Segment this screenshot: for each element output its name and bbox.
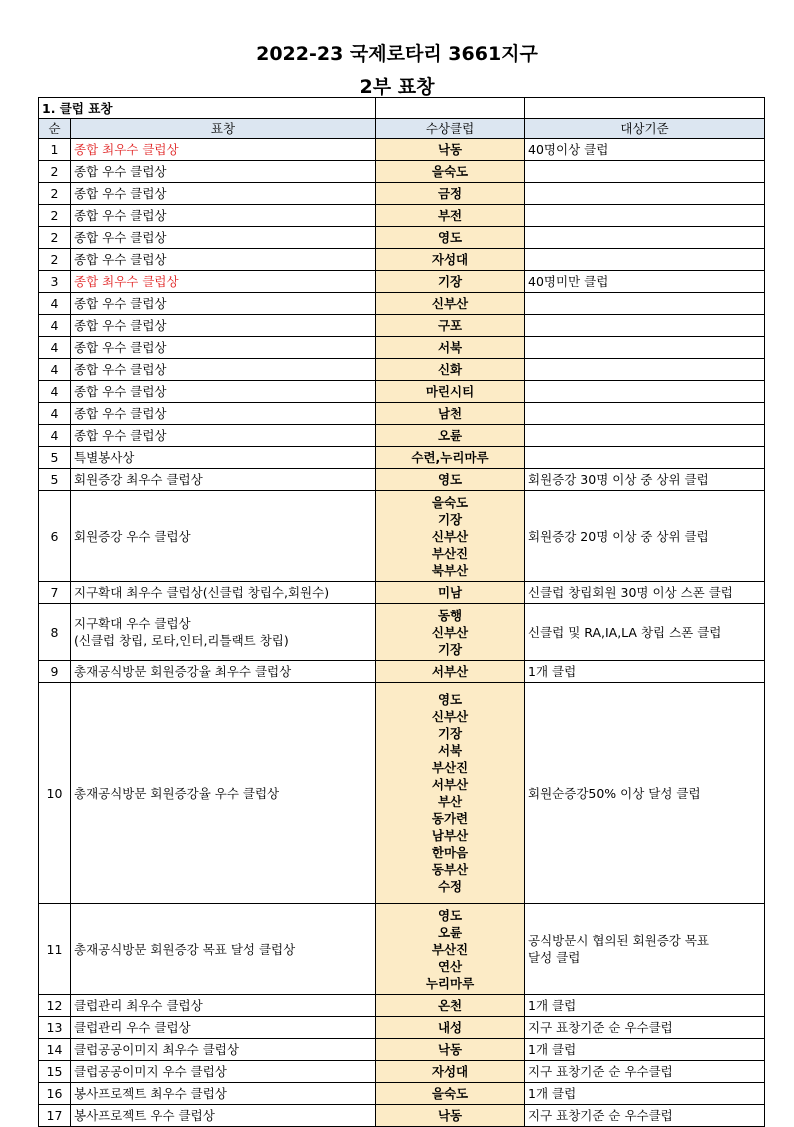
table-row xyxy=(39,183,765,205)
table-row xyxy=(39,205,765,227)
winning-clubs xyxy=(376,1083,525,1105)
winning-clubs-line: 을숙도 xyxy=(431,494,469,510)
award-name xyxy=(71,1061,376,1083)
winning-clubs-line: 낙동 xyxy=(437,1108,463,1123)
winning-clubs-line: 서북 xyxy=(437,743,463,758)
table-row xyxy=(39,447,765,469)
row-number: 2 xyxy=(39,227,71,249)
table-row xyxy=(39,293,765,315)
winning-clubs xyxy=(376,1039,525,1061)
criteria-line: 신클럽 창립회원 30명 이상 스폰 클럽 xyxy=(528,585,733,600)
section-blank-cell xyxy=(525,98,765,119)
row-number: 4 xyxy=(39,315,71,337)
winning-clubs-line: 자성대 xyxy=(431,1064,469,1079)
row-number: 12 xyxy=(39,995,71,1017)
award-name-line: 종합 우수 클럽상 xyxy=(74,384,167,399)
row-number: 14 xyxy=(39,1039,71,1061)
criteria xyxy=(525,1017,765,1039)
winning-clubs-line: 신부산 xyxy=(431,624,469,640)
award-name-line: 종합 우수 클럽상 xyxy=(74,230,167,245)
winning-clubs xyxy=(376,469,525,491)
award-name xyxy=(71,293,376,315)
winning-clubs-line: 동행 xyxy=(437,607,463,623)
winning-clubs-line: 신부산 xyxy=(431,528,469,544)
row-number: 9 xyxy=(39,661,71,683)
winning-clubs-line: 연산 xyxy=(437,958,463,974)
row-number: 7 xyxy=(39,582,71,604)
table-row xyxy=(39,161,765,183)
award-name xyxy=(71,1083,376,1105)
award-name-line: 총재공식방문 회원증강 목표 달성 클럽상 xyxy=(74,941,296,957)
winning-clubs xyxy=(376,381,525,403)
winning-clubs-line: 누리마루 xyxy=(425,975,475,991)
criteria xyxy=(525,293,765,315)
criteria xyxy=(525,604,765,661)
header-award: 표창 xyxy=(71,119,376,139)
table-row xyxy=(39,683,765,904)
winning-clubs-line: 한마음 xyxy=(431,845,469,860)
winning-clubs-line: 남부산 xyxy=(431,828,469,843)
award-name-line: 종합 우수 클럽상 xyxy=(74,252,167,267)
winning-clubs-line: 신부산 xyxy=(431,709,469,724)
award-name-line: 지구확대 최우수 클럽상(신클럽 창립수,회원수) xyxy=(74,585,330,600)
row-number: 4 xyxy=(39,359,71,381)
table-row xyxy=(39,249,765,271)
winning-clubs-line: 영도 xyxy=(437,907,463,923)
winning-clubs-line: 부전 xyxy=(437,208,463,223)
criteria-line: 1개 클럽 xyxy=(528,664,577,679)
winning-clubs-line: 영도 xyxy=(437,692,463,707)
criteria xyxy=(525,381,765,403)
row-number: 4 xyxy=(39,293,71,315)
criteria xyxy=(525,447,765,469)
winning-clubs xyxy=(376,683,525,904)
award-name xyxy=(71,904,376,995)
winning-clubs-line: 신부산 xyxy=(431,296,469,311)
row-number: 11 xyxy=(39,904,71,995)
table-row xyxy=(39,315,765,337)
criteria xyxy=(525,359,765,381)
row-number: 4 xyxy=(39,425,71,447)
header-criteria: 대상기준 xyxy=(525,119,765,139)
criteria xyxy=(525,139,765,161)
winning-clubs xyxy=(376,227,525,249)
winning-clubs-line: 서부산 xyxy=(431,664,469,679)
award-name xyxy=(71,403,376,425)
winning-clubs-line: 오륜 xyxy=(437,924,463,940)
award-name xyxy=(71,337,376,359)
award-name xyxy=(71,139,376,161)
criteria xyxy=(525,661,765,683)
winning-clubs-line: 부산진 xyxy=(431,760,469,775)
winning-clubs-line: 미남 xyxy=(437,585,463,600)
award-name-line: 종합 우수 클럽상 xyxy=(74,296,167,311)
row-number: 2 xyxy=(39,249,71,271)
award-name xyxy=(71,425,376,447)
winning-clubs-line: 남천 xyxy=(437,406,463,421)
criteria xyxy=(525,582,765,604)
page-title: 2022-23 국제로타리 3661지구 xyxy=(256,43,538,65)
winning-clubs xyxy=(376,183,525,205)
table-row xyxy=(39,359,765,381)
criteria xyxy=(525,161,765,183)
row-number: 5 xyxy=(39,469,71,491)
award-name-line: 클럽공공이미지 우수 클럽상 xyxy=(74,1064,227,1079)
row-number: 6 xyxy=(39,491,71,582)
winning-clubs-line: 낙동 xyxy=(437,142,463,157)
winning-clubs-line: 기장 xyxy=(437,511,463,527)
table-row xyxy=(39,491,765,582)
winning-clubs-line: 영도 xyxy=(437,230,463,245)
row-number: 4 xyxy=(39,403,71,425)
winning-clubs xyxy=(376,995,525,1017)
table-row xyxy=(39,469,765,491)
winning-clubs-line: 낙동 xyxy=(437,1042,463,1057)
header-clubs: 수상클럽 xyxy=(376,119,525,139)
table-row xyxy=(39,1017,765,1039)
award-name-line: 특별봉사상 xyxy=(74,450,135,465)
award-name-line: 종합 우수 클럽상 xyxy=(74,340,167,355)
criteria-line: 지구 표창기준 순 우수클럽 xyxy=(528,1108,673,1123)
criteria xyxy=(525,425,765,447)
award-name xyxy=(71,315,376,337)
criteria xyxy=(525,491,765,582)
criteria xyxy=(525,315,765,337)
criteria xyxy=(525,1039,765,1061)
winning-clubs-line: 기장 xyxy=(437,274,463,289)
award-name xyxy=(71,582,376,604)
winning-clubs-line: 부산 xyxy=(437,794,463,809)
award-name-line: (신클럽 창립, 로타,인터,리틀랙트 창립) xyxy=(74,633,289,648)
criteria xyxy=(525,227,765,249)
award-name-line: 총재공식방문 회원증강율 최우수 클럽상 xyxy=(74,664,292,679)
row-number: 16 xyxy=(39,1083,71,1105)
award-name-line: 지구확대 우수 클럽상 xyxy=(74,616,191,631)
table-row xyxy=(39,381,765,403)
row-number: 15 xyxy=(39,1061,71,1083)
criteria-line: 1개 클럽 xyxy=(528,1086,577,1101)
award-name xyxy=(71,271,376,293)
award-name-line: 종합 우수 클럽상 xyxy=(74,208,167,223)
winning-clubs xyxy=(376,359,525,381)
criteria-line: 신클럽 및 RA,IA,LA 창립 스폰 클럽 xyxy=(528,624,722,640)
criteria xyxy=(525,1083,765,1105)
winning-clubs xyxy=(376,161,525,183)
award-name xyxy=(71,683,376,904)
award-name-line: 종합 최우수 클럽상 xyxy=(74,142,179,157)
row-number: 2 xyxy=(39,205,71,227)
row-number: 1 xyxy=(39,139,71,161)
award-name-line: 회원증강 최우수 클럽상 xyxy=(74,472,203,487)
winning-clubs xyxy=(376,582,525,604)
award-name-line: 클럽관리 최우수 클럽상 xyxy=(74,998,203,1013)
winning-clubs xyxy=(376,661,525,683)
criteria xyxy=(525,403,765,425)
row-number: 5 xyxy=(39,447,71,469)
criteria xyxy=(525,683,765,904)
row-number: 13 xyxy=(39,1017,71,1039)
award-name xyxy=(71,249,376,271)
criteria xyxy=(525,1061,765,1083)
winning-clubs xyxy=(376,337,525,359)
winning-clubs xyxy=(376,205,525,227)
award-name-line: 봉사프로젝트 우수 클럽상 xyxy=(74,1108,215,1123)
winning-clubs xyxy=(376,249,525,271)
row-number: 4 xyxy=(39,337,71,359)
award-name xyxy=(71,469,376,491)
award-name xyxy=(71,604,376,661)
winning-clubs xyxy=(376,1105,525,1127)
award-name xyxy=(71,491,376,582)
award-name-line: 종합 우수 클럽상 xyxy=(74,406,167,421)
winning-clubs-line: 기장 xyxy=(437,641,463,657)
criteria-line: 1개 클럽 xyxy=(528,1042,577,1057)
winning-clubs xyxy=(376,491,525,582)
award-name-line: 봉사프로젝트 최우수 클럽상 xyxy=(74,1086,227,1101)
criteria-line: 회원증강 20명 이상 중 상위 클럽 xyxy=(528,528,709,544)
winning-clubs-line: 수정 xyxy=(437,879,463,894)
criteria xyxy=(525,469,765,491)
award-name xyxy=(71,205,376,227)
award-name xyxy=(71,381,376,403)
section-title: 1. 클럽 표창 xyxy=(39,98,376,119)
table-row xyxy=(39,1039,765,1061)
award-name xyxy=(71,359,376,381)
table-row xyxy=(39,1061,765,1083)
table-row xyxy=(39,582,765,604)
winning-clubs xyxy=(376,604,525,661)
table-row xyxy=(39,1105,765,1127)
table-row xyxy=(39,995,765,1017)
table-row xyxy=(39,271,765,293)
award-name-line: 종합 우수 클럽상 xyxy=(74,186,167,201)
award-table xyxy=(38,97,765,1127)
winning-clubs-line: 오륜 xyxy=(437,428,463,443)
header-row xyxy=(39,119,765,139)
row-number: 8 xyxy=(39,604,71,661)
table-row xyxy=(39,337,765,359)
section-blank-cell xyxy=(376,98,525,119)
winning-clubs-line: 동부산 xyxy=(431,862,469,877)
criteria-line: 지구 표창기준 순 우수클럽 xyxy=(528,1020,673,1035)
table-row xyxy=(39,904,765,995)
award-name-line: 종합 최우수 클럽상 xyxy=(74,274,179,289)
winning-clubs-line: 내성 xyxy=(437,1020,463,1035)
winning-clubs-line: 자성대 xyxy=(431,252,469,267)
criteria xyxy=(525,995,765,1017)
winning-clubs-line: 부산진 xyxy=(431,545,469,561)
winning-clubs xyxy=(376,139,525,161)
winning-clubs-line: 기장 xyxy=(437,726,463,741)
winning-clubs xyxy=(376,447,525,469)
award-name-line: 종합 우수 클럽상 xyxy=(74,318,167,333)
table-row xyxy=(39,1083,765,1105)
row-number: 4 xyxy=(39,381,71,403)
row-number: 2 xyxy=(39,183,71,205)
winning-clubs xyxy=(376,403,525,425)
winning-clubs xyxy=(376,425,525,447)
criteria xyxy=(525,904,765,995)
award-name-line: 종합 우수 클럽상 xyxy=(74,362,167,377)
winning-clubs-line: 부산진 xyxy=(431,941,469,957)
winning-clubs-line: 서부산 xyxy=(431,777,469,792)
award-name xyxy=(71,1039,376,1061)
award-name xyxy=(71,183,376,205)
award-name xyxy=(71,995,376,1017)
award-name xyxy=(71,227,376,249)
row-number: 17 xyxy=(39,1105,71,1127)
award-name xyxy=(71,1017,376,1039)
award-name-line: 종합 우수 클럽상 xyxy=(74,428,167,443)
page-subtitle: 2부 표창 xyxy=(359,76,435,98)
award-name-line: 클럽공공이미지 최우수 클럽상 xyxy=(74,1042,239,1057)
award-name-line: 총재공식방문 회원증강율 우수 클럽상 xyxy=(74,785,280,801)
table-row xyxy=(39,661,765,683)
award-name-line: 클럽관리 우수 클럽상 xyxy=(74,1020,191,1035)
criteria-line: 40명미만 클럽 xyxy=(528,274,609,289)
row-number: 3 xyxy=(39,271,71,293)
award-name xyxy=(71,161,376,183)
winning-clubs xyxy=(376,904,525,995)
winning-clubs-line: 영도 xyxy=(437,472,463,487)
criteria-line: 40명이상 클럽 xyxy=(528,142,609,157)
criteria xyxy=(525,183,765,205)
criteria-line: 공식방문시 협의된 회원증강 목표 xyxy=(528,933,709,948)
criteria-line: 지구 표창기준 순 우수클럽 xyxy=(528,1064,673,1079)
award-name-line: 종합 우수 클럽상 xyxy=(74,164,167,179)
winning-clubs xyxy=(376,271,525,293)
criteria xyxy=(525,249,765,271)
winning-clubs-line: 온천 xyxy=(437,998,463,1013)
section-row xyxy=(39,98,765,119)
winning-clubs xyxy=(376,1017,525,1039)
table-row xyxy=(39,403,765,425)
criteria xyxy=(525,205,765,227)
winning-clubs-line: 북부산 xyxy=(431,562,469,578)
winning-clubs xyxy=(376,1061,525,1083)
row-number: 2 xyxy=(39,161,71,183)
criteria-line: 달성 클럽 xyxy=(528,950,581,965)
table-row xyxy=(39,227,765,249)
criteria-line: 회원순증강50% 이상 달성 클럽 xyxy=(528,785,701,801)
table-row xyxy=(39,425,765,447)
winning-clubs-line: 수련,누리마루 xyxy=(411,450,489,465)
header-no: 순 xyxy=(39,119,71,139)
award-name-line: 회원증강 우수 클럽상 xyxy=(74,528,191,544)
criteria-line: 회원증강 30명 이상 중 상위 클럽 xyxy=(528,472,709,487)
winning-clubs-line: 신화 xyxy=(437,362,463,377)
winning-clubs-line: 구포 xyxy=(437,318,463,333)
award-name xyxy=(71,1105,376,1127)
award-table-body xyxy=(39,98,765,1127)
criteria xyxy=(525,337,765,359)
table-row xyxy=(39,139,765,161)
winning-clubs-line: 마린시티 xyxy=(425,384,475,399)
row-number: 10 xyxy=(39,683,71,904)
criteria-line: 1개 클럽 xyxy=(528,998,577,1013)
winning-clubs-line: 을숙도 xyxy=(431,1086,469,1101)
criteria xyxy=(525,1105,765,1127)
winning-clubs xyxy=(376,315,525,337)
winning-clubs-line: 서북 xyxy=(437,340,463,355)
award-name xyxy=(71,661,376,683)
winning-clubs xyxy=(376,293,525,315)
winning-clubs-line: 을숙도 xyxy=(431,164,469,179)
criteria xyxy=(525,271,765,293)
winning-clubs-line: 동가련 xyxy=(431,811,469,826)
winning-clubs-line: 금정 xyxy=(437,186,463,201)
table-row xyxy=(39,604,765,661)
award-name xyxy=(71,447,376,469)
